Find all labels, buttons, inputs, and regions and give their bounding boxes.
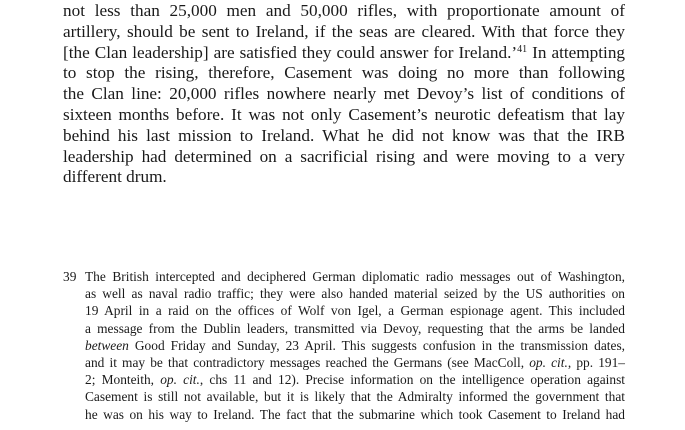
footnote-reference[interactable]: 41 [517, 43, 528, 55]
body-line-text: [the Clan leadership] are satisfied they could answer for Ireland.’ [63, 42, 518, 62]
body-line: behind his last mission to Ireland. What he did not know was that the IRB [63, 125, 625, 145]
footnote-line-text: , pp. 191– [567, 355, 625, 371]
footnote-line: he was on his way to Ireland. The fact that the submarine which took Casement to Ireland had [85, 406, 625, 422]
body-line: artillery, should be sent to Ireland, if the seas are cleared. With that force they [63, 21, 625, 41]
footnote-line [85, 354, 625, 371]
footnote-text [85, 268, 625, 423]
footnote-italic: op. cit. [160, 372, 200, 388]
footnote-line: a message from the Dublin leaders, transmitted via Devoy, requesting that the arms be landed [85, 320, 625, 336]
footnote-39 [63, 268, 625, 423]
footnote-italic: op. cit. [529, 355, 568, 371]
body-line: sixteen months before. It was not only Casement’s neurotic defeatism that lay [63, 104, 625, 124]
body-line: not less than 25,000 men and 50,000 rifles, with proportionate amount of [63, 1, 625, 20]
footnote-line-text: 2; Monteith, [85, 372, 161, 388]
footnote-number: 39 [63, 269, 77, 284]
main-body-text [63, 1, 625, 188]
footnote-line [85, 371, 625, 388]
footnote-line-text: and it may be that contradictory messages reached the Germans (see MacColl, [85, 355, 530, 371]
footnote-line: Casement is still not available, but it is likely that the Admiralty informed the government that [85, 389, 625, 405]
body-line: leadership had determined on a sacrificial rising and were moving to a very [63, 146, 625, 166]
body-line: the Clan line: 20,000 rifles nowhere nearly met Devoy’s list of conditions of [63, 84, 625, 104]
body-line [63, 43, 625, 64]
body-line-continuation: In attempting [527, 42, 626, 62]
footnote-line-text: Good Friday and Sunday, 23 April. This suggests confusion in the transmission dates, [128, 337, 625, 353]
footnote-line-text: , chs 11 and 12). Precise information on the intelligence operation against [199, 372, 626, 388]
footnote-line: The British intercepted and deciphered German diplomatic radio messages out of Washington, [85, 269, 625, 284]
footnote-line: 19 April in a raid on the offices of Wolf von Igel, a German espionage agent. This included [85, 303, 625, 319]
footnote-line: as well as naval radio traffic; they were also handed material seized by the US authorities on [85, 286, 625, 302]
body-line: different drum. [63, 167, 167, 187]
footnote-line [85, 337, 625, 354]
body-line: to stop the rising, therefore, Casement was doing no more than following [63, 63, 625, 83]
footnote-italic: between [85, 337, 129, 353]
